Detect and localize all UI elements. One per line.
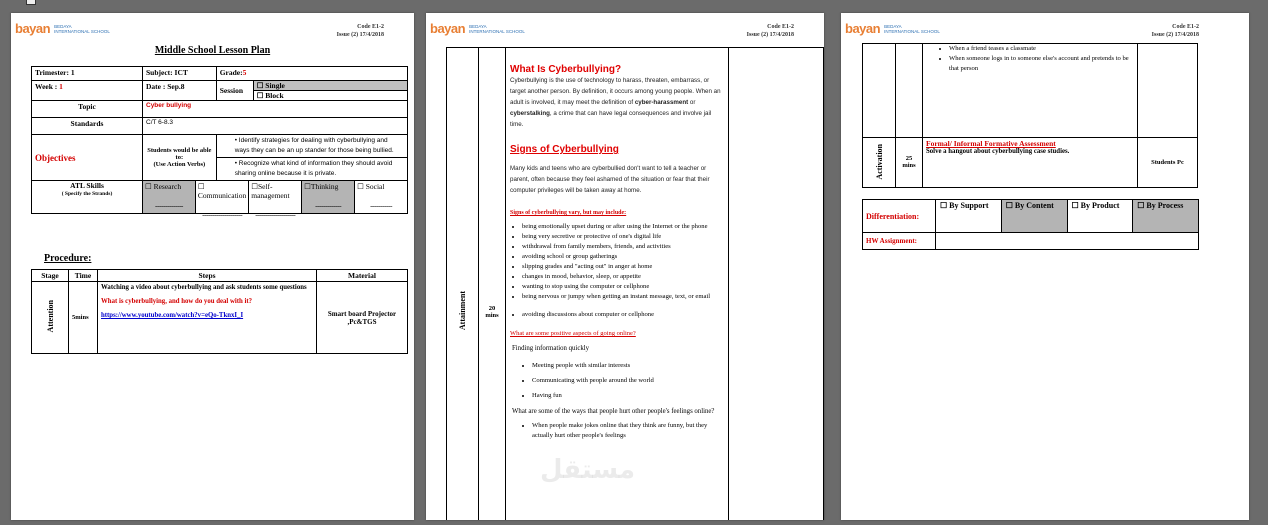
objectives-intro-line2: (Use Action Verbs) xyxy=(153,161,206,168)
differentiation-options xyxy=(936,200,1199,233)
attainment-table xyxy=(446,47,824,520)
heading-signs: Signs of Cyberbullying xyxy=(510,144,619,155)
session-block[interactable]: ☐ Block xyxy=(256,91,284,100)
content-cell-cont xyxy=(923,44,1138,138)
material-cell: Students Pc xyxy=(1138,138,1198,188)
atl-skill-line: ------------- xyxy=(315,201,342,210)
material-cell: Smart board Projector ,Pc&TGS xyxy=(317,282,408,354)
atl-skill-line: -------------------- xyxy=(255,210,296,219)
content-cell xyxy=(506,48,729,521)
atl-skill-option[interactable] xyxy=(355,181,407,213)
list-item: • When a friend teases a classmate xyxy=(949,44,1133,54)
objective-1-text: Identify strategies for dealing with cyberbullying and ways they can be an up stander for those being bullied. xyxy=(234,137,394,154)
step-2: What is cyberbullying, and how do you deal with it? xyxy=(101,298,253,305)
atl-skill-line: -------------- xyxy=(154,201,183,210)
logo-mark: bayan xyxy=(845,21,881,36)
doc-code xyxy=(1152,23,1199,39)
school-name-line1: BEDAYA xyxy=(884,24,902,29)
time-cell: 5mins xyxy=(69,282,98,354)
time-cell: 20 mins xyxy=(479,48,506,521)
time-cell: 25 mins xyxy=(896,138,923,188)
signs-list xyxy=(510,222,724,302)
assessment-text: Solve a hangout about cyberbullying case studies. xyxy=(926,148,1070,155)
atl-skill-option[interactable] xyxy=(143,181,196,213)
differentiation-option[interactable]: ☐ By Product xyxy=(1068,200,1134,232)
differentiation-option[interactable]: ☐ By Content xyxy=(1002,200,1068,232)
steps-cell xyxy=(98,282,317,354)
topic-label: Topic xyxy=(32,101,143,118)
atl-skill-option[interactable] xyxy=(249,181,302,219)
time-cell-cont xyxy=(896,44,923,138)
list-item: • wanting to stop using the computer or cellphone xyxy=(522,282,724,292)
code-label: Code E1-2 xyxy=(1172,24,1199,30)
col-material: Material xyxy=(317,270,408,282)
list-item: • being nervous or jumpy when getting an instant message, text, or email xyxy=(522,292,724,302)
list-item: • avoiding discussions about computer or cellphone xyxy=(522,310,724,320)
atl-label-text: ATL Skills xyxy=(70,181,104,190)
lesson-info-table xyxy=(31,66,408,219)
stage-attention: Attention xyxy=(45,300,55,333)
stage-activation: Activation xyxy=(874,143,884,180)
col-steps: Steps xyxy=(98,270,317,282)
atl-skill-line: -------------------- xyxy=(202,210,243,219)
list-item: • avoiding school or group gatherings xyxy=(522,252,724,262)
list-item: • Communicating with people around the world xyxy=(532,373,724,388)
positive-heading: What are some positive aspects of going online? xyxy=(510,330,636,337)
school-logo xyxy=(15,21,114,36)
video-link[interactable]: https://www.youtube.com/watch?v=eQo-TknxI_I xyxy=(101,312,244,319)
school-logo xyxy=(430,21,529,36)
objective-1 xyxy=(216,135,407,158)
session-single[interactable]: ☐ Single xyxy=(254,81,407,91)
subject-cell: Subject: ICT xyxy=(143,67,217,81)
atl-skill-label: ☐ Communication xyxy=(197,182,247,200)
bullet-icon: • xyxy=(234,137,239,144)
logo-mark: bayan xyxy=(15,21,51,36)
school-name-line2: INTERNATIONAL SCHOOL xyxy=(884,29,940,34)
positive-list xyxy=(510,358,724,403)
school-name-line2: INTERNATIONAL SCHOOL xyxy=(54,29,110,34)
grade-cell xyxy=(216,67,407,81)
stage-attainment: Attainment xyxy=(458,291,467,331)
topic-value: Cyber bullying xyxy=(143,101,408,118)
atl-skill-option[interactable] xyxy=(302,181,355,213)
doc-code xyxy=(747,23,794,39)
signs-paragraph: Many kids and teens who are cyberbullied don't want to tell a teacher or parent, often because they feel ashamed of the situation or fear that their computer privileges will be taken away at home. xyxy=(510,165,710,194)
list-item: • Having fun xyxy=(532,388,724,403)
top-checkbox[interactable] xyxy=(26,0,36,5)
school-name-line1: BEDAYA xyxy=(54,24,72,29)
doc-code xyxy=(337,23,384,39)
page-3 xyxy=(841,13,1249,520)
procedure-title: Procedure: xyxy=(44,253,92,264)
objectives-label: Objectives xyxy=(32,135,143,181)
signs-list-last xyxy=(510,310,724,320)
atl-skill-label: ☐Thinking xyxy=(304,182,339,191)
step-1: Watching a video about cyberbullying and ask students some questions xyxy=(101,284,307,291)
school-logo xyxy=(845,21,944,36)
list-item: • When people make jokes online that they think are funny, but they actually hurt other people's feelings xyxy=(532,421,724,441)
atl-skill-option[interactable] xyxy=(196,181,249,219)
list-item: • changes in mood, behavior, sleep, or appetite xyxy=(522,272,724,282)
date-cell: Date : Sep.8 xyxy=(143,81,217,101)
material-cell xyxy=(729,48,824,521)
code-label: Code E1-2 xyxy=(357,24,384,30)
objective-2-text: Recognize what kind of information they should avoid sharing online because it is private. xyxy=(234,160,393,177)
stage-cell-cont xyxy=(863,44,896,138)
atl-skill-label: ☐ Research xyxy=(145,182,182,191)
differentiation-label: Differentiation: xyxy=(863,200,936,233)
list-item: • Meeting people with similar interests xyxy=(532,358,724,373)
procedure-table xyxy=(31,269,408,354)
diff-options-row xyxy=(936,200,1198,232)
stage-cell xyxy=(863,138,896,188)
differentiation-table xyxy=(862,199,1199,250)
atl-label xyxy=(32,181,143,214)
cont-list xyxy=(927,44,1133,74)
definition-paragraph xyxy=(510,75,724,130)
col-time: Time xyxy=(69,270,98,282)
week-label: Week : xyxy=(35,82,60,91)
grade-label: Grade: xyxy=(219,68,243,77)
def-text-a: Cyberbullying is the use of technology to harass, threaten, embarrass, or target another person. By definition, it occurs among young people. When an adult is involved, it may meet the definition of xyxy=(510,77,721,106)
session-label: Session xyxy=(216,81,253,101)
atl-skills-row xyxy=(143,181,407,219)
atl-skill-label: ☐Self-management xyxy=(251,182,290,200)
code-label: Code E1-2 xyxy=(767,24,794,30)
school-name-line2: INTERNATIONAL SCHOOL xyxy=(469,29,525,34)
list-item: • withdrawal from family members, friends, and activities xyxy=(522,242,724,252)
logo-mark: bayan xyxy=(430,21,466,36)
page-title: Middle School Lesson Plan xyxy=(154,45,271,56)
hw-value xyxy=(936,233,1199,250)
page-1 xyxy=(11,13,414,520)
issue-label: Issue (2) 17/4/2018 xyxy=(746,32,794,38)
differentiation-option[interactable]: ☐ By Process xyxy=(1133,200,1198,232)
activation-table xyxy=(862,43,1198,188)
standards-value: C/T 6-8.3 xyxy=(143,118,408,135)
list-item: • When someone logs in to someone else's account and pretends to be that person xyxy=(949,54,1133,74)
objectives-intro xyxy=(143,135,217,181)
def-text-e: , a crime that can have legal consequences and involve jail time. xyxy=(510,110,712,128)
assessment-cell xyxy=(923,138,1138,188)
stage-cell xyxy=(32,282,69,354)
trimester-cell: Trimester: 1 xyxy=(32,67,143,81)
watermark: مستقل xyxy=(540,455,636,485)
objectives-intro-line1: Students would be able to: xyxy=(147,147,212,161)
list-item: • being very secretive or protective of one's digital life xyxy=(522,232,724,242)
hw-label: HW Assignment: xyxy=(863,233,936,250)
differentiation-option[interactable]: ☐ By Support xyxy=(936,200,1002,232)
atl-skill-line: ----------- xyxy=(370,201,393,210)
page-2 xyxy=(426,13,824,520)
list-item: • slipping grades and "acting out" in anger at home xyxy=(522,262,724,272)
atl-sub-text: ( Specify the Strands) xyxy=(61,191,113,197)
atl-skills xyxy=(143,181,408,219)
list-item: • being emotionally upset during or after using the Internet or the phone xyxy=(522,222,724,232)
hurt-list xyxy=(510,421,724,441)
grade-value: 5 xyxy=(242,68,247,77)
stage-cell xyxy=(447,48,479,521)
standards-label: Standards xyxy=(32,118,143,135)
hurt-question: What are some of the ways that people hurt other people's feelings online? xyxy=(512,408,715,415)
def-term-1: cyber-harassment xyxy=(634,99,689,106)
heading-what-is: What Is Cyberbullying? xyxy=(510,64,622,75)
signs-heading: Signs of cyberbullying vary, but may include: xyxy=(510,210,627,216)
def-term-2: cyberstalking xyxy=(510,110,550,117)
week-cell xyxy=(32,81,143,101)
issue-label: Issue (2) 17/4/2018 xyxy=(336,32,384,38)
week-value: 1 xyxy=(59,82,63,91)
material-cell-cont xyxy=(1138,44,1198,138)
objective-2 xyxy=(216,158,407,181)
school-name-line1: BEDAYA xyxy=(469,24,487,29)
session-options xyxy=(253,81,407,101)
assessment-heading: Formal/ Informal Formative Assessment xyxy=(926,139,1056,148)
def-text-c: or xyxy=(688,99,696,106)
positive-intro: Finding information quickly xyxy=(512,345,590,352)
col-stage: Stage xyxy=(32,270,69,282)
atl-skill-label: ☐ Social xyxy=(357,182,385,191)
issue-label: Issue (2) 17/4/2018 xyxy=(1151,32,1199,38)
bullet-icon: • xyxy=(234,160,239,167)
